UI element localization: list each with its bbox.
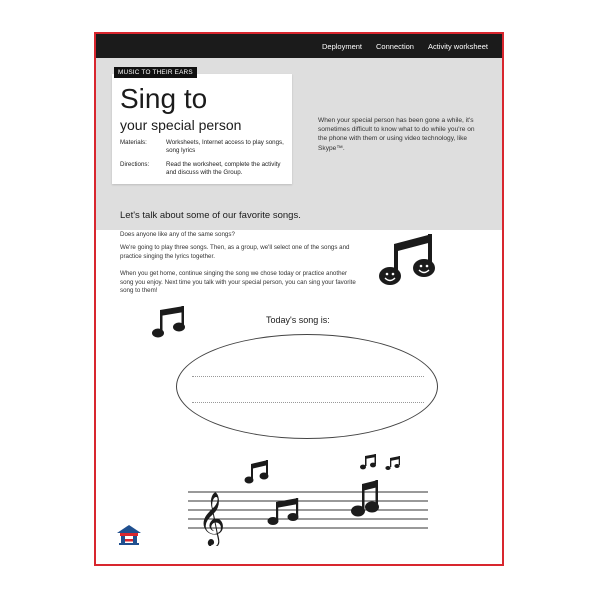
nav-deployment[interactable]: Deployment [321,41,363,51]
music-staff-illustration [188,454,434,546]
materials-label: Materials: [120,139,147,146]
worksheet-page [94,32,504,566]
directions-value: Read the worksheet, complete the activity and discuss with the Group. [166,161,281,177]
section-heading: Let's talk about some of our favorite songs. [120,210,301,221]
answer-line-1 [192,376,424,377]
materials-value: Worksheets, Internet access to play songs, song lyrics [166,139,284,155]
song-answer-area[interactable] [176,334,438,439]
nav-links [322,34,488,58]
section-tag: MUSIC TO THEIR EARS [114,67,197,78]
todays-song-label: Today's song is: [266,315,330,325]
smiling-music-note-icon [378,230,442,290]
paragraph-3: When you get home, continue singing the song we chose today or practice another song you enjoy. Next time you talk with your special person, you can sing your favorite song to them! [120,270,356,295]
nav-connection[interactable]: Connection [376,41,414,51]
paragraph-1: Does anyone like any of the same songs? [120,231,235,238]
staff-note-right [351,480,379,517]
top-nav-bar [96,34,502,58]
music-note-icon [152,306,188,340]
nav-activity-worksheet[interactable]: Activity worksheet [427,41,488,51]
page-subtitle: your special person [120,117,242,133]
directions-label: Directions: [120,161,150,168]
treble-clef-icon: 𝄞 [198,491,226,545]
intro-text: When your special person has been gone a while, it's sometimes difficult to know what to do while you're on the phone with them or using video technology, like Skype™. [318,117,475,152]
small-notes-top-right [360,454,400,470]
staff-note-left [245,460,269,484]
answer-line-2 [192,402,424,403]
paragraph-2: We're going to play three songs. Then, as a group, we'll select one of the songs and practice singing the lyrics together. [120,244,350,260]
organization-logo [116,524,142,546]
page-title: Sing to [120,83,208,114]
staff-note-middle [268,498,299,525]
